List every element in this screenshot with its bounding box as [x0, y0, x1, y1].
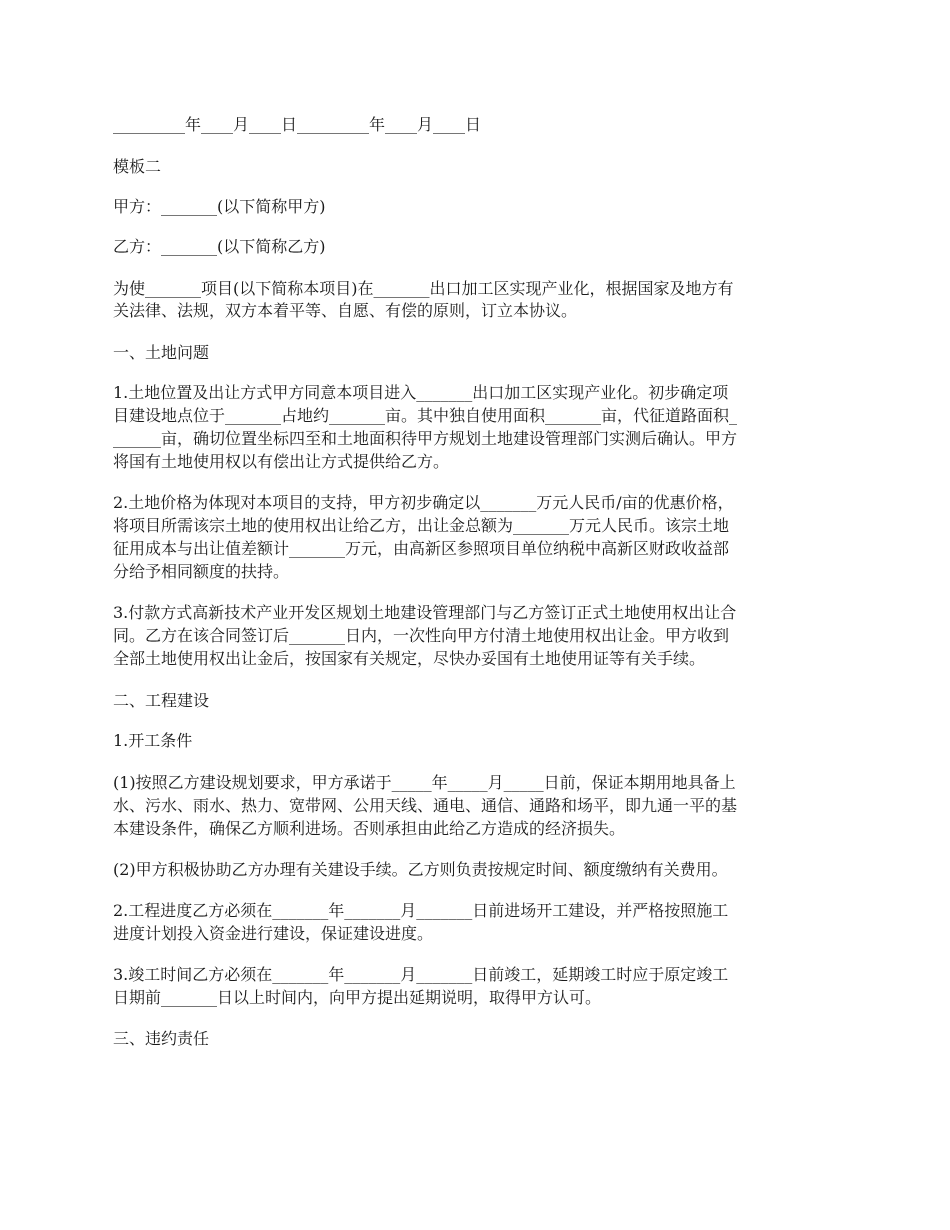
paragraph-line: (1)按照乙方建设规划要求，甲方承诺于_____年_____月_____日前，保证本期用地具备上	[113, 773, 736, 792]
paragraph-line: 将项目所需该宗土地的使用权出让给乙方，出让金总额为_______万元人民币。该宗土地	[113, 516, 730, 535]
paragraph-line: 同。乙方在该合同签订后_______日内，一次性向甲方付清土地使用权出让金。甲方收到	[113, 626, 730, 645]
section-heading: 二、工程建设	[113, 691, 210, 710]
paragraph-line: 将国有土地使用权以有偿出让方式提供给乙方。	[113, 452, 450, 471]
section-heading: 三、违约责任	[113, 1029, 210, 1048]
section-heading: 一、土地问题	[113, 343, 210, 362]
paragraph-line: (2)甲方积极协助乙方办理有关建设手续。乙方则负责按规定时间、额度缴纳有关费用。	[113, 860, 728, 879]
paragraph-line: 1.土地位置及出让方式甲方同意本项目进入_______出口加工区实现产业化。初步确定项	[113, 383, 729, 402]
party-b-line: 乙方：_______(以下简称乙方)	[113, 237, 326, 256]
paragraph-line: 进度计划投入资金进行建设，保证建设进度。	[113, 924, 434, 943]
paragraph-line: 3.竣工时间乙方必须在_______年_______月_______日前竣工，延期竣工时应于原定竣工	[113, 965, 729, 984]
paragraph-line: 分给予相同额度的扶持。	[113, 562, 290, 581]
paragraph-line: 目建设地点位于_______占地约_______亩。其中独自使用面积_______亩，代征道路面积_	[113, 406, 738, 425]
subsection-heading: 1.开工条件	[113, 731, 193, 750]
paragraph-line: 3.付款方式高新技术产业开发区规划土地建设管理部门与乙方签订正式土地使用权出让合	[113, 603, 737, 622]
paragraph-line: 水、污水、雨水、热力、宽带网、公用天线、通电、通信、通路和场平，即九通一平的基	[113, 796, 738, 815]
template-heading: 模板二	[113, 157, 162, 176]
intro-line: 关法律、法规，双方本着平等、自愿、有偿的原则，订立本协议。	[113, 301, 578, 320]
paragraph-line: 本建设条件，确保乙方顺利进场。否则承担由此给乙方造成的经济损失。	[113, 819, 626, 838]
paragraph-line: 全部土地使用权出让金后，按国家有关规定，尽快办妥国有土地使用证等有关手续。	[113, 649, 706, 668]
paragraph-line: 征用成本与出让值差额计_______万元，由高新区参照项目单位纳税中高新区财政收益部	[113, 539, 730, 558]
date-line: _________年____月____日_________年____月____日	[113, 115, 482, 134]
paragraph-line: ______亩，确切位置坐标四至和土地面积待甲方规划土地建设管理部门实测后确认。甲方	[113, 429, 738, 448]
paragraph-line: 日期前_______日以上时间内，向甲方提出延期说明，取得甲方认可。	[113, 988, 602, 1007]
paragraph-line: 2.土地价格为体现对本项目的支持，甲方初步确定以_______万元人民币/亩的优惠价格，	[113, 493, 734, 512]
party-a-line: 甲方：_______(以下简称甲方)	[113, 197, 326, 216]
paragraph-line: 2.工程进度乙方必须在_______年_______月_______日前进场开工建设，并严格按照施工	[113, 901, 729, 920]
intro-line: 为使_______项目(以下简称本项目)在_______出口加工区实现产业化，根据国家及地方有	[113, 279, 734, 298]
